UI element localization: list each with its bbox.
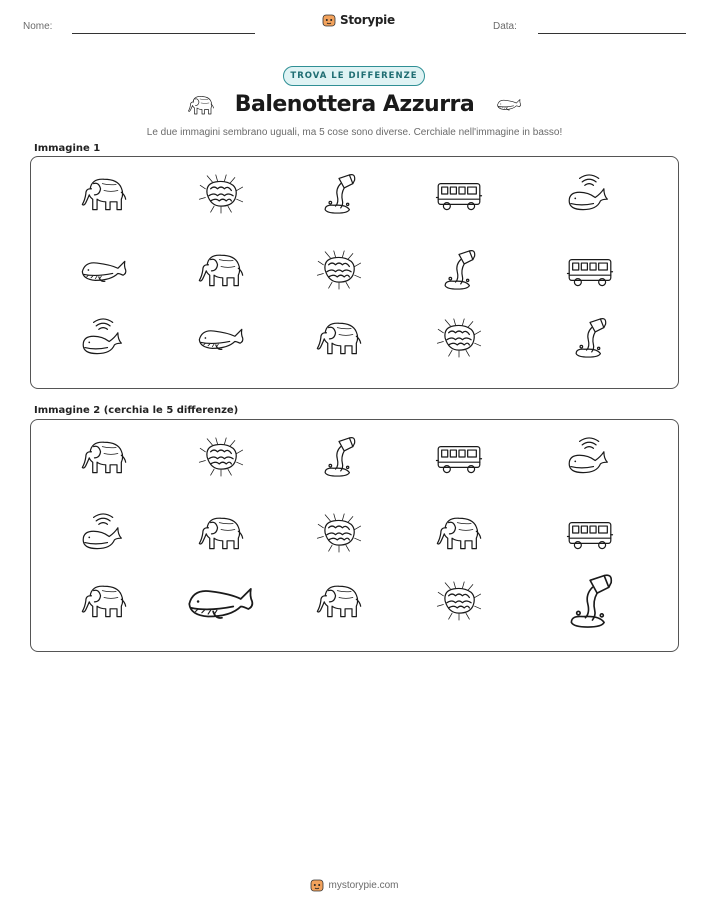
picture-cell[interactable]: [433, 249, 485, 291]
panel-1-label: Immagine 1: [34, 143, 101, 154]
picture-cell[interactable]: [78, 580, 130, 622]
elephant-icon: [78, 580, 130, 622]
elephant-icon: [195, 249, 247, 291]
picture-cell[interactable]: [564, 436, 616, 478]
activity-badge: [283, 66, 425, 86]
picture-cell[interactable]: [78, 512, 130, 554]
picture-cell[interactable]: [564, 173, 616, 215]
shrimp-icon: [195, 436, 247, 478]
picture-cell[interactable]: [195, 436, 247, 478]
brand-name: Storypie: [340, 13, 395, 27]
bus-icon: [564, 512, 616, 554]
bus-icon: [433, 436, 485, 478]
picture-cell[interactable]: [195, 512, 247, 554]
whale-spout-icon: [564, 173, 616, 215]
pouring-jug-icon: [555, 573, 625, 630]
picture-cell[interactable]: [313, 173, 365, 215]
panel-2-label: Immagine 2 (cerchia le 5 differenze): [34, 405, 239, 416]
picture-cell[interactable]: [313, 436, 365, 478]
elephant-icon: [313, 317, 365, 359]
picture-cell[interactable]: [183, 571, 258, 632]
elephant-icon: [78, 436, 130, 478]
shrimp-icon: [195, 173, 247, 215]
picture-cell[interactable]: [313, 580, 365, 622]
picture-panel-2: [30, 419, 679, 652]
picture-cell[interactable]: [195, 249, 247, 291]
bus-icon: [564, 249, 616, 291]
picture-cell[interactable]: [195, 317, 247, 359]
picture-cell[interactable]: [433, 436, 485, 478]
shrimp-icon: [433, 317, 485, 359]
pouring-jug-icon: [313, 436, 365, 478]
picture-cell[interactable]: [78, 436, 130, 478]
footer-url: mystorypie.com: [328, 879, 399, 891]
whale-icon: [183, 571, 258, 632]
bus-icon: [433, 173, 485, 215]
picture-cell[interactable]: [433, 512, 485, 554]
picture-cell[interactable]: [433, 173, 485, 215]
elephant-icon: [195, 512, 247, 554]
whale-spout-icon: [78, 317, 130, 359]
picture-cell[interactable]: [195, 173, 247, 215]
storypie-mascot-icon: [322, 13, 336, 27]
name-field[interactable]: [72, 33, 255, 34]
elephant-icon: [78, 173, 130, 215]
picture-cell[interactable]: [433, 580, 485, 622]
picture-cell[interactable]: [78, 173, 130, 215]
storypie-mascot-icon: [310, 878, 324, 892]
page-title: Balenottera Azzurra: [234, 92, 475, 117]
picture-cell[interactable]: [313, 249, 365, 291]
picture-cell[interactable]: [313, 317, 365, 359]
shrimp-icon: [433, 580, 485, 622]
shrimp-icon: [313, 512, 365, 554]
date-label: Data:: [493, 21, 517, 32]
brand-logo: [322, 13, 395, 27]
date-field[interactable]: [538, 33, 686, 34]
elephant-icon: [433, 512, 485, 554]
picture-cell[interactable]: [78, 249, 130, 291]
picture-cell[interactable]: [313, 512, 365, 554]
badge-text: TROVA LE DIFFERENZE: [290, 71, 418, 81]
picture-cell[interactable]: [555, 573, 625, 630]
whale-icon: [78, 249, 130, 291]
picture-cell[interactable]: [564, 249, 616, 291]
whale-spout-icon: [78, 512, 130, 554]
picture-cell[interactable]: [564, 317, 616, 359]
picture-cell[interactable]: [433, 317, 485, 359]
footer: [0, 878, 709, 892]
picture-cell[interactable]: [78, 317, 130, 359]
elephant-icon: [313, 580, 365, 622]
pouring-jug-icon: [313, 173, 365, 215]
picture-panel-1: [30, 156, 679, 389]
picture-cell[interactable]: [564, 512, 616, 554]
instructions: Le due immagini sembrano uguali, ma 5 cose sono diverse. Cerchiale nell'immagine in basso!: [146, 127, 563, 138]
whale-icon: [493, 93, 525, 115]
name-label: Nome:: [23, 21, 53, 32]
whale-spout-icon: [564, 436, 616, 478]
pouring-jug-icon: [433, 249, 485, 291]
shrimp-icon: [313, 249, 365, 291]
whale-icon: [195, 317, 247, 359]
pouring-jug-icon: [564, 317, 616, 359]
